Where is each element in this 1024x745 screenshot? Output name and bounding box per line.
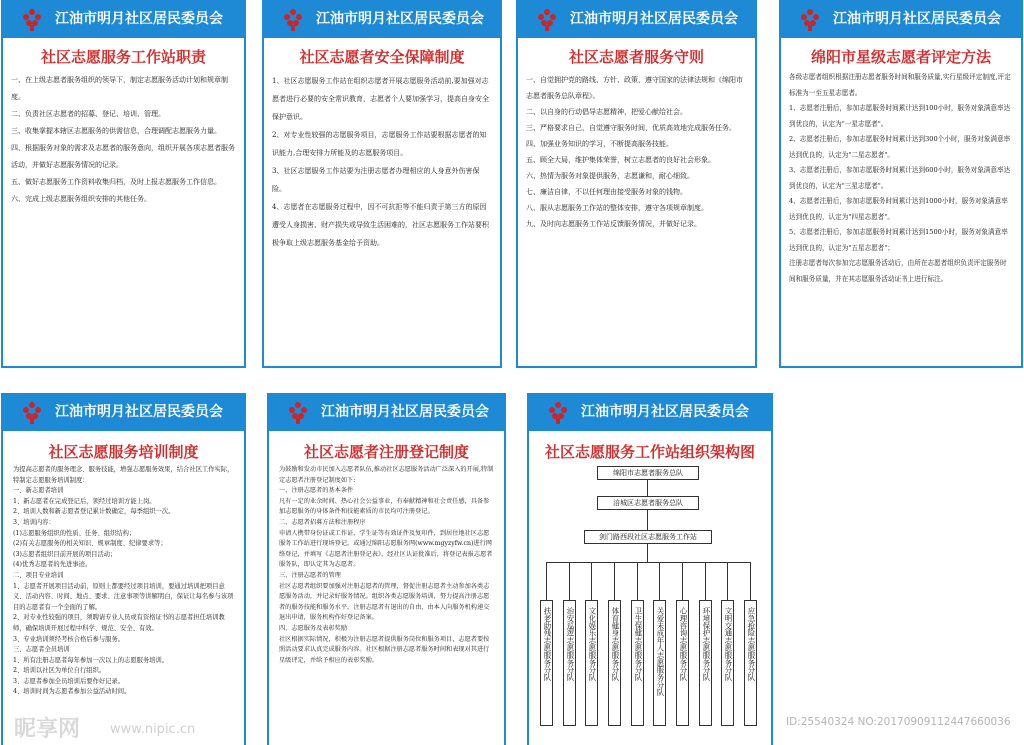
paragraph: 四、加强业务知识的学习，不断提高服务技能。 [526,140,673,148]
border-bottom [779,366,1023,368]
paragraph: 3、志愿者注册后，参加志愿服务时间累计达到600小时，服务对象满意率达到优良的，认定为"三星志愿者"。 [789,166,1011,190]
paragraph: 二、负责社区志愿者的招募、登记、培训、管理。 [11,110,165,118]
community-logo-icon [797,6,823,32]
border-right [504,431,506,745]
border-right [244,431,246,745]
paragraph: 凡有一定的业余时间、热心社会公益事业，有奉献精神和社会责任感，具备参加志愿服务的身体条件和技能素质的市民均可注册登记。 [279,497,490,516]
paragraph: 三、严格要求自己，自觉遵守服务时间，优质高效地完成服务任务。 [526,124,736,132]
panel-duties [1,0,246,368]
border-left [262,38,264,368]
community-logo-icon [280,6,306,32]
org-level1-box: 绵阳市志愿者服务总队 [597,466,699,480]
paragraph: 3、培训内容： [13,518,55,526]
community-logo-icon [534,6,560,32]
org-branch-box: 文化娱乐志愿服务分队 [585,600,598,726]
org-branch-box: 治安巡逻志愿服务分队 [563,600,576,726]
connector [647,544,648,562]
paragraph: 为提高志愿者的服务理念、服务技能，增强志愿服务效果，结合社区工作实际，特制定志愿服务培训制度： [13,466,234,484]
org-branch-box: 关爱未成年人志愿服务分队 [653,600,666,726]
connector [659,562,660,600]
paragraph: 九、及时向志愿服务工作站反馈服务情况，并做好记录。 [526,220,701,228]
paragraph: 为鼓励和发动市民加入志愿者队伍,推动社区志愿服务活动广泛深入的开展,特制定志愿者注册登记制度如下: [279,466,494,484]
paragraph: 三、收集掌握本辖区志愿服务的供需信息，合理调配志愿服务力量。 [11,127,221,135]
panel-title: 绵阳市星级志愿者评定方法 [810,48,991,66]
paragraph: 四、根据服务对象的需求及志愿者的服务意向，组织开展各项志愿者服务活动，并做好志愿服务情况的记录。 [11,144,235,169]
panel-code [516,0,757,368]
community-logo-icon [19,399,45,425]
paragraph: 2、对专业性较强的志愿服务项目，志愿服务工作站要根据志愿者的知识能力,合理安排力所能及的志愿服务项目。 [272,131,487,157]
connector [591,562,592,600]
panel-title: 社区志愿者注册登记制度 [303,443,469,461]
panel-body [779,70,1023,287]
border-right [771,431,773,745]
org-branch-box: 体育健身志愿服务分队 [608,600,621,726]
panel-star-rating [779,0,1023,368]
paragraph: 八、服从志愿服务工作站的整体安排，遵守各项规章制度。 [526,204,708,212]
connector [647,480,648,496]
connector [727,562,728,600]
paragraph: 4、志愿者注册后，参加志愿服务时间累计达到1000小时，服务对象满意率达到优良的，认定为"四星志愿者"。 [789,197,1008,221]
connector [705,562,706,600]
org-level2-box: 涪城区志愿者服务总队 [597,496,699,510]
org-chart-title: 社区志愿服务工作站组织架构图 [544,443,755,461]
org-branch-box: 心理咨询志愿服务分队 [676,600,689,726]
paragraph: 五、做好志愿服务工作资料收集归档，及时上报志愿服务工作信息。 [11,178,221,186]
paragraph: 七、廉洁自律，不以任何理由接受服务对象的钱物。 [526,188,687,196]
org-name: 江油市明月社区居民委员会 [321,404,489,420]
org-name: 江油市明月社区居民委员会 [570,11,738,27]
panel-body [262,72,502,252]
paragraph: 2、志愿者注册后，参加志愿服务时间累计达到300个小时，服务对象满意率达到优良的，认定为"二星志愿者"。 [789,135,1011,159]
border-left [779,38,781,368]
paragraph: 三、志愿者全员培训 [13,646,70,654]
paragraph: 三、注册志愿者的管理 [279,571,341,579]
paragraph: 各级志愿者组织根据注册志愿者服务时间和服务质量,实行星级评定制度,评定标准为一至五星志愿者。 [789,73,1011,97]
org-branch-box: 卫生保健志愿服务分队 [631,600,644,726]
paragraph: 二、以自身的行动倡导志愿精神，把爱心献给社会。 [526,108,687,116]
paragraph: 四、志愿服务及表彰奖励 [279,624,348,632]
panel-training [1,393,246,745]
paragraph: 3、社区志愿服务工作站要为注册志愿者办理相应的人身意外伤害保险。 [272,167,480,193]
connector [569,562,570,600]
paragraph: 1、社区志愿服务工作站在组织志愿者开展志愿服务活动前,要加强对志愿者进行必要的安全常识教育，志愿者个人要加强学习，提高自身安全保护意识。 [272,77,489,121]
border-left [1,38,3,368]
border-right [500,38,502,368]
connector [637,562,638,600]
watermark-id: ID:25540324 NO:20170909112447660036 [786,716,1011,728]
paragraph: 4、志愿者在志愿服务过程中，因不可抗拒等不能归责于第三方的原因遭受人身损害、财产损失或导致生活困难的，社区志愿服务工作站要积极争取上级志愿服务基金给予资助。 [272,203,489,247]
paragraph: 1、志愿者开展项目活动前，原则上都要经过项目培训，要通过培训把项目意义、活动内容、时间、地点、要求、注意事项等讲解明白，保证让每名参与该项目的志愿者有一个全面的了解。 [13,582,234,611]
panel-title: 社区志愿者服务守则 [568,48,704,66]
org-name: 江油市明月社区居民委员会 [55,11,223,27]
org-name: 江油市明月社区居民委员会 [316,11,484,27]
border-bottom [516,366,757,368]
community-logo-icon [285,399,311,425]
paragraph: 社区根据实际情况，积极为注册志愿者提供服务岗位和服务项目，志愿者要按照活动要求认真完成服务内容。社区根据注册志愿者服务时间和表现对其进行星级评定，并给予相应的表彰奖励。 [279,635,490,664]
paragraph: 5、志愿者注册后，参加志愿服务时间累计达到1500小时，服务对象满意率达到优良的，认定为"五星志愿者"； [789,228,1008,252]
connector [614,562,615,600]
border-left [527,431,529,745]
panel-body [267,465,506,666]
panel-safety [262,0,502,368]
border-left [1,431,3,745]
org-level3-box: 剑门路西段社区志愿服务工作站 [584,530,712,544]
paragraph: 五、顾全大局，维护集体荣誉，树立志愿者的良好社会形象。 [526,156,715,164]
border-right [755,38,757,368]
border-left [267,431,269,745]
paragraph: 一、在上级志愿者服务组织的领导下，制定志愿服务活动计划和规章制度。 [11,76,228,101]
panel-title: 社区志愿者安全保障制度 [299,48,465,66]
paragraph: 社区志愿者组织要加强对注册志愿者的管理，督促注册志愿者主动参加各类志愿服务活动，并记录好服务情况。组织各类志愿服务培训，努力提高注册志愿者的服务技能和服务水平。注册志愿者有退出的自由，由本人向服务机构递交退出申请，服务机构作好登记备案。 [279,582,490,622]
org-branch-box: 应急抢险志愿服务分队 [744,600,757,726]
border-left [516,38,518,368]
paragraph: 2、对专业性较强的项目，须聘请专业人员或有资格证书的志愿者担任培训教师，确保培训开展过程中科学、规范、安全、有效。 [13,614,225,632]
panel-body [516,72,757,232]
paragraph: 3、志愿者参加全员培训后要作好记录。 [13,677,125,685]
org-name: 江油市明月社区居民委员会 [581,404,749,420]
paragraph: 一、注册志愿者的基本条件 [279,487,354,495]
paragraph: 六、热情为服务对象提供服务，志愿谦和，耐心细致。 [526,172,694,180]
paragraph: 4、培训时间为志愿者参加公益活动时间。 [13,688,131,696]
connector [647,510,648,530]
paragraph: (2)有关志愿服务的相关知识、规章制度、纪律要求等； [13,540,167,548]
paragraph: 注册志愿者每次参加完志愿服务活动后，由所在志愿者组织负责评定服务时间和服务质量，并在其志愿服务活动证书上进行标注。 [789,259,1007,283]
org-branch-box: 文明交通志愿服务分队 [721,600,734,726]
border-right [1021,38,1023,368]
paragraph: (1)志愿服务组织的性质、任务、组织结构； [13,529,136,537]
paragraph: 3、专业培训须经考核合格后参与服务。 [13,635,125,643]
connector [682,562,683,600]
panel-org-chart [527,393,773,745]
panel-body [1,72,246,208]
paragraph: 一、自觉拥护党的路线、方针、政策，遵守国家的法律法规和《绵阳市志愿者服务总队章程》。 [526,76,743,100]
paragraph: 1、所有注册志愿者每年参加一次以上的志愿服务培训。 [13,656,169,664]
border-right [244,38,246,368]
community-logo-icon [19,6,45,32]
org-name: 江油市明月社区居民委员会 [55,404,223,420]
paragraph: 2、培训人数和新志愿者登记累计数确定，每季组织一次。 [13,508,175,516]
paragraph: (4)优秀志愿者的先进事迹。 [13,561,92,569]
paragraph: 1、新志愿者在完成登记后，领经过培训方能上岗。 [13,497,156,505]
org-branch-box: 扶老助残志愿服务分队 [540,600,553,726]
paragraph: 一、新志愿者培训 [13,487,64,495]
connector [546,562,547,600]
border-bottom [1,366,246,368]
org-branch-box: 环境保护志愿服务分队 [699,600,712,726]
paragraph: 二、志愿者招募方法和注册程序 [279,518,366,526]
connector-horizontal [546,562,750,563]
paragraph: 六、完成上级志愿服务组织安排的其他任务。 [11,195,151,203]
panel-title: 社区志愿服务培训制度 [48,443,199,461]
watermark-url: www.nipic.cn [110,722,196,737]
panel-registration [267,393,506,745]
border-bottom [262,366,502,368]
panel-title: 社区志愿服务工作站职责 [40,48,206,66]
org-name: 江油市明月社区居民委员会 [833,11,1001,27]
community-logo-icon [545,399,571,425]
watermark-site: 昵享网 [14,717,81,742]
paragraph: 二、项目专业培训 [13,571,64,579]
connector [750,562,751,600]
panel-body [1,465,246,698]
paragraph: (3)志愿者组织目前开展的项目活动； [13,550,117,558]
paragraph: 申请人携带身份证或工作证、学生证等有效证件及复印件，到居住地社区志愿服务工作站进行现场登记，或通过绵阳志愿服务网(www.mgyzyfw.cn)进行网络登记，并填写《志愿者注册登记表》，经社区认证批准后，将登记表报志愿者服务队，即认定其为志愿者。 [279,529,493,569]
paragraph: 2、培训以社区为单位自行组织。 [13,667,106,675]
paragraph: 1、志愿者注册后，参加志愿服务时间累计达到100小时，服务对象满意率达到优良的，认定为"一星志愿者"。 [789,104,1011,128]
